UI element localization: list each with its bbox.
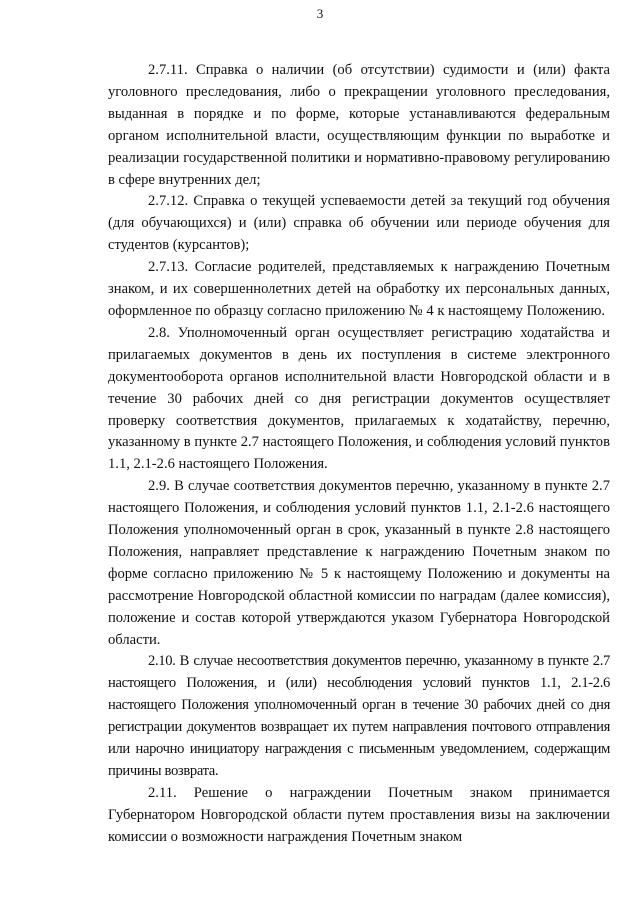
page-number: 3 xyxy=(316,6,324,21)
document-body xyxy=(108,60,610,849)
paragraph-2-11: 2.11. Решение о награждении Почетным знаком принимается Губернатором Новгородской области путем проставления визы на заключении комиссии о возможности награждения Почетным знаком xyxy=(108,784,610,845)
paragraph-2-7-13: 2.7.13. Согласие родителей, представляемых к награждению Почетным знаком, и их совершеннолетних детей на обработку их персональных данных, оформленное по образцу согласно приложению № 4 к настоящему Положению. xyxy=(108,259,610,319)
paragraph-2-8: 2.8. Уполномоченный орган осуществляет регистрацию ходатайства и прилагаемых документов в день их поступления в системе электронного документооборота органов исполнительной власти Новгородской области и в течение 30 рабочих дней со дня регистрации документов осуществляет проверку соответствия документов, прилагаемых к ходатайству, перечню, указанному в пункте 2.7 настоящего Положения, и соблюдения условий пунктов 1.1, 2.1-2.6 настоящего Положения. xyxy=(108,324,610,473)
paragraph-2-10: 2.10. В случае несоответствия документов перечню, указанному в пункте 2.7 настоящего Положения, и (или) несоблюдения условий пунктов 1.1, 2.1-2.6 настоящего Положения уполномоченный орган в течение 30 рабочих дней со дня регистрации документов возвращает их путем направления почтового отправления или нарочно инициатору награждения с письменным уведомлением, содержащим причины возврата. xyxy=(108,653,610,779)
paragraph-2-7-11: 2.7.11. Справка о наличии (об отсутствии) судимости и (или) факта уголовного преследования, либо о прекращении уголовного преследования, выданная в порядке и по форме, которые устанавливаются федеральным органом исполнительной власти, осуществляющим функции по выработке и реализации государственной политики и нормативно-правовому регулированию в сфере внутренних дел; xyxy=(108,62,610,188)
paragraph-2-7-12: 2.7.12. Справка о текущей успеваемости детей за текущий год обучения (для обучающихся) и (или) справка об обучении или периоде обучения для студентов (курсантов); xyxy=(108,193,610,254)
paragraph-2-9: 2.9. В случае соответствия документов перечню, указанному в пункте 2.7 настоящего Положения, и соблюдения условий пунктов 1.1, 2.1-2.6 настоящего Положения уполномоченный орган в срок, указанный в пункте 2.8 настоящего Положения, направляет представление к награждению Почетным знаком по форме согласно приложению № 5 к настоящему Положению и документы на рассмотрение Новгородской областной комиссии по наградам (далее комиссия), положение и состав которой утверждаются указом Губернатора Новгородской области. xyxy=(108,478,610,648)
